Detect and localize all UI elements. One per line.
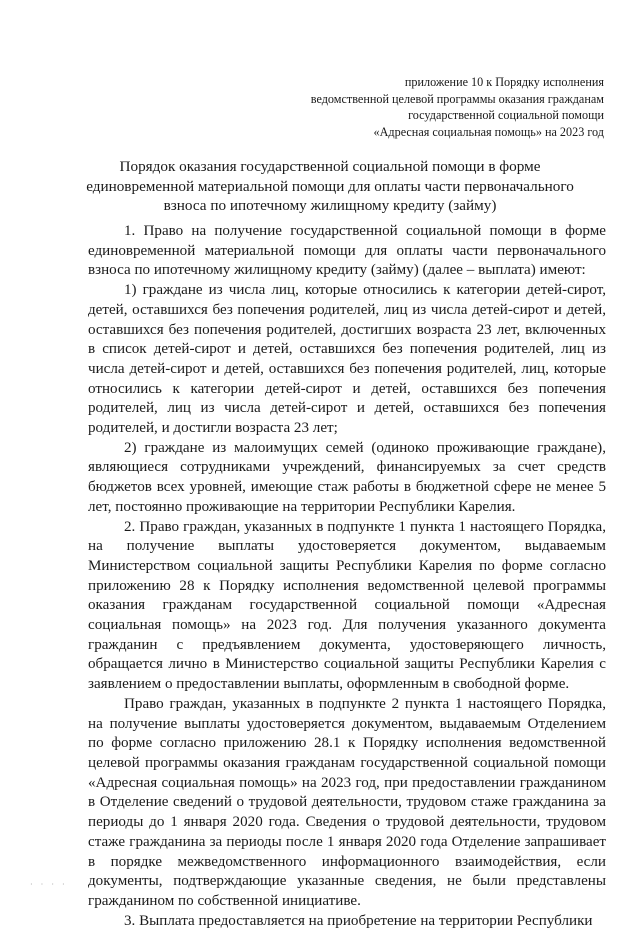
- paragraph-clause-3: 3. Выплата предоставляется на приобретение на территории Республики: [124, 912, 593, 929]
- appendix-line: «Адресная социальная помощь» на 2023 год: [373, 124, 604, 139]
- appendix-line: ведомственной целевой программы оказания гражданам: [310, 91, 604, 106]
- paragraph-clause-2: 2. Право граждан, указанных в подпункте 1 пункта 1 настоящего Порядка, на получение выплаты удостоверяется документом, выдаваемым Министерством социальной защиты Республики Карелия по форме согласно приложению 28 к Порядку исполнения ведомственной целевой программы оказания гражданам государственной социальной помощи «Адресная социальная помощь» на 2023 год. Для получения указанного документа гражданин с предъявлением документа, удостоверяющего личность, обращается лично в Министерство социальной защиты Республики Карелия с заявлением о предоставлении выплаты, оформленным в свободной форме.: [88, 518, 606, 693]
- document-title: [60, 157, 600, 216]
- title-line: единовременной материальной помощи для оплаты части первоначального: [86, 177, 574, 195]
- appendix-line: государственной социальной помощи: [408, 108, 604, 122]
- title-line: взноса по ипотечному жилищному кредиту (займу): [163, 197, 497, 214]
- paragraph-clause-1: 1. Право на получение государственной социальной помощи в форме единовременной материальной помощи для оплаты части первоначального взноса по ипотечному жилищному кредиту (займу) (далее – выплата) имеют:: [88, 223, 606, 279]
- paragraph-clause-2-continued: Право граждан, указанных в подпункте 2 пункта 1 настоящего Порядка, на получение выплаты удостоверяется документом, выдаваемым Отделением по форме согласно приложению 28.1 к Порядку исполнения ведомственной целевой программы оказания гражданам государственной социальной помощи «Адресная социальная помощь» на 2023 год, при предоставлении гражданином в Отделение сведений о трудовой деятельности, трудовом стаже гражданина за периоды до 1 января 2020 года. Сведения о трудовой деятельности, трудовом стаже гражданина за периоды после 1 января 2020 года Отделение запрашивает в порядке межведомственного информационного взаимодействия, если документы, подтверждающие указанные сведения, не были представлены гражданином по собственной инициативе.: [88, 695, 606, 909]
- scan-artifact: · · · ·: [30, 880, 68, 889]
- paragraph-subclause-2: 2) граждане из малоимущих семей (одиноко проживающие граждане), являющиеся сотрудниками учреждений, финансируемых за счет средств бюджетов всех уровней, имеющие стаж работы в бюджетной сфере не менее 5 лет, постоянно проживающие на территории Республики Карелия.: [88, 439, 606, 515]
- title-line: Порядок оказания государственной социальной помощи в форме: [119, 158, 541, 175]
- document-body: [88, 222, 606, 931]
- appendix-line: приложение 10 к Порядку исполнения: [404, 75, 604, 89]
- appendix-header: [244, 74, 604, 140]
- paragraph-subclause-1: 1) граждане из числа лиц, которые относились к категории детей-сирот, детей, оставшихся без попечения родителей, лиц из числа детей-сирот и детей, оставшихся без попечения родителей, достигших возраста 23 лет, включенных в список детей-сирот и детей, оставшихся без попечения родителей, лиц из числа детей-сирот и детей, оставшихся без попечения родителей, лиц, которые относились к категории детей-сирот и детей, оставшихся без попечения родителей, лиц из числа детей-сирот и детей, оставшихся без попечения родителей, и достигли возраста 23 лет;: [88, 282, 606, 437]
